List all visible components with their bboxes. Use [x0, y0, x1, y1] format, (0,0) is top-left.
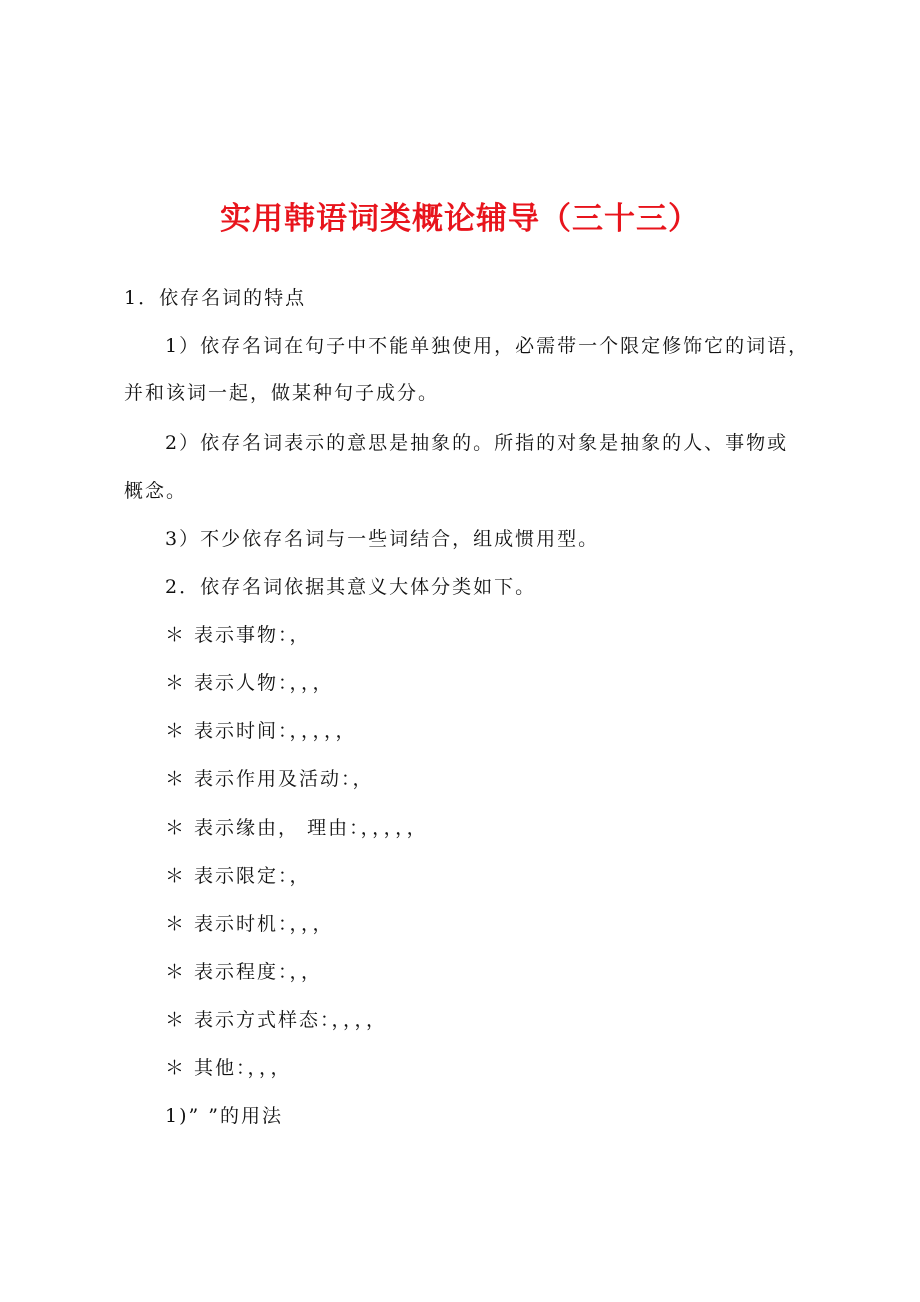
document-title: 实用韩语词类概论辅导（三十三）: [220, 201, 700, 237]
paragraph-2-line-2: 概念。: [124, 480, 188, 502]
list-item: ＊ 表示方式样态：，，，，: [165, 1009, 388, 1031]
list-item: ＊ 表示缘由， 理由：，，，，，: [165, 817, 428, 839]
list-item: ＊ 表示时机：，，，: [165, 913, 334, 935]
subsection-heading: 1)” ”的用法: [165, 1105, 283, 1127]
paragraph-3: 3）不少依存名词与一些词结合，组成惯用型。: [165, 528, 600, 550]
list-item: ＊ 表示事物：，: [165, 624, 311, 646]
paragraph-2-line-1: 2）依存名词表示的意思是抽象的。所指的对象是抽象的人、事物或: [165, 432, 789, 454]
list-item: ＊ 表示程度：，，: [165, 961, 323, 983]
paragraph-1-line-1: 1）依存名词在句子中不能单独使用，必需带一个限定修饰它的词语，: [165, 335, 810, 357]
list-item: ＊ 其他：，，，: [165, 1057, 292, 1079]
list-item: ＊ 表示时间：，，，，，: [165, 720, 357, 742]
list-item: ＊ 表示作用及活动：，: [165, 768, 374, 790]
section-heading-1: 1．依存名词的特点: [124, 287, 307, 309]
section-heading-2: 2．依存名词依据其意义大体分类如下。: [165, 576, 537, 598]
list-item: ＊ 表示人物：，，，: [165, 672, 334, 694]
list-item: ＊ 表示限定：，: [165, 865, 311, 887]
paragraph-1-line-2: 并和该词一起，做某种句子成分。: [124, 382, 440, 404]
